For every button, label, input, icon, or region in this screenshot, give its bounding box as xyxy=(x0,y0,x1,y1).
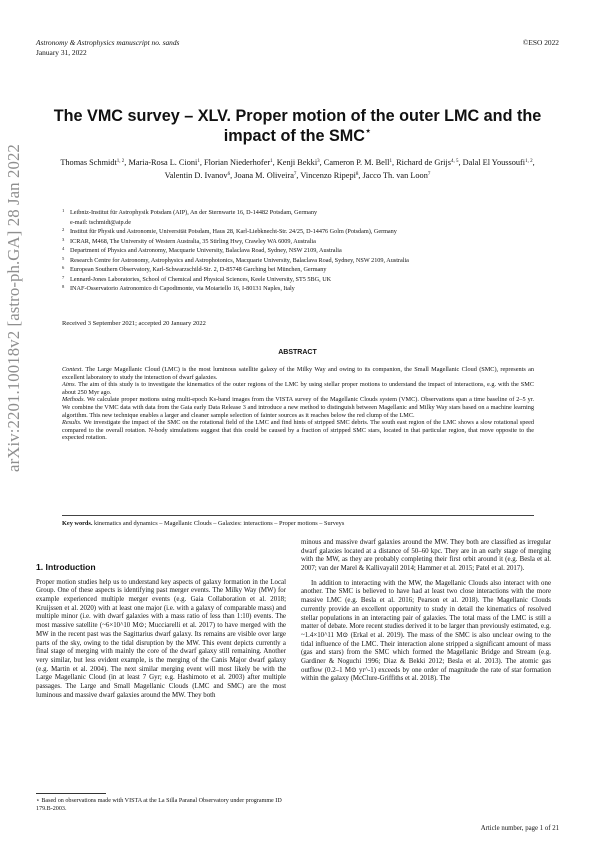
left-column xyxy=(36,563,286,782)
author xyxy=(396,158,458,167)
affiliation xyxy=(62,208,542,227)
affiliation-text: Leibniz-Institut für Astrophysik Potsdam (AIP), An der Sternwarte 16, D-14482 Potsdam, Germany xyxy=(70,209,318,216)
section-heading: 1. Introduction xyxy=(36,562,96,572)
author-affiliation-mark: 1, 2 xyxy=(116,159,125,164)
author-affiliation-mark: 4, 5 xyxy=(450,159,459,164)
affiliation-text: Lennard-Jones Laboratories, School of Chemical and Physical Sciences, Keele University, ST5 5BG, UK xyxy=(70,275,332,283)
affiliation xyxy=(62,284,542,294)
affiliation-number: 4 xyxy=(62,246,65,251)
body-paragraph: Proper motion studies help us to understand key aspects of galaxy formation in the Local Group. One of these aspects is identifying past merger events. The Milky Way (MW) for example experienced multiple merger events (e.g. Gaia Collaboration et al. 2018; Kruijssen et al. 2020) with at least one major (i.e. with a galaxy of comparable mass) and multiple minor (i.e. with dwarf galaxies with a mass ratio of less than 1:10) events. The most massive satellite (~6×10^10 M⊙; Mucciarelli et al. 2017) to have merged with the MW in the recent past was the Sagittarius dwarf galaxy. Its remains are visible over large parts of the sky, owing to the tidal disruption by the MW. This event depicts currently a final stage of merging with mainly the core of the dwarf galaxy still remaining. Another very similar, but less evident example, is the merging of the Canis Major dwarf galaxy (e.g. Martin et al. 2004). The next similar merging event will most likely be with the Large Magellanic Cloud (in at least 7 Gyr; e.g. Hashimoto et al. 2003) after multiple passages. The Large and Small Magellanic Clouds (LMC and SMC) are the most luminous and massive dwarf galaxies around the MW. They both xyxy=(36,578,286,699)
author-name: Thomas Schmidt xyxy=(60,158,117,167)
affiliation-text: INAF-Osservatorio Astronomico di Capodimonte, via Moiariello 16, I-80131 Naples, Italy xyxy=(70,285,295,292)
arxiv-stamp: arXiv:2201.10018v2 [astro-ph.GA] 28 Jan 2022 xyxy=(4,144,23,472)
author xyxy=(277,158,320,167)
abstract-paragraph xyxy=(62,396,534,419)
affiliation-number: 5 xyxy=(62,255,65,261)
article-number: Article number, page 1 of 21 xyxy=(480,825,559,832)
author-name: Maria-Rosa L. Cioni xyxy=(128,158,198,167)
body-paragraph: In addition to interacting with the MW, the Magellanic Clouds also interact with one another. The SMC is believed to have had at least two close interactions with the more massive LMC (e.g. Besla et al. 2016; Pearson et al. 2018). The Magellanic Clouds currently provide an excellent opportunity to study in detail the kinematics of resolved stellar populations in an interacting pair of galaxies. The total mass of the LMC is still a matter of debate. More recent studies derived it to be larger than previously estimated, e.g. ~1.4×10^11 M⊙ (Erkal et al. 2019). The mass of the SMC is also unclear owing to the tidal influence of the LMC. Their interaction alone stripped a significant amount of mass (gas and stars) from the SMC which formed the Magellanic Bridge and Stream (e.g. Gardiner & Noguchi 1996; Diaz & Bekki 2012; Besla et al. 2013). The atomic gas outflow (0.2–1 M⊙ yr^-1) exceeds by one order of magnitude the rate of star formation within the galaxy (McClure-Griffiths et al. 2018). The xyxy=(301,579,551,683)
footnote-star-icon: ⋆ xyxy=(364,126,372,137)
affiliation xyxy=(62,237,542,247)
abstract xyxy=(62,366,534,442)
abstract-text: The aim of this study is to investigate the kinematics of the outer regions of the LMC by using stellar proper motions to understand the impact of interactions, e.g. with the SMC about 250 Myr ago. xyxy=(62,381,534,396)
abstract-paragraph xyxy=(62,419,534,442)
author-affiliation-mark: 7 xyxy=(293,171,297,177)
body-paragraph: minous and massive dwarf galaxies around the MW. They both are classified as irregular dwarf galaxies located at a distance of 50–60 kpc. They are in an early stage of merging with the MW, as they are probably completing their first orbit around it (e.g. Besla et al. 2007; van der Marel & Kallivayalil 2014; Hammer et al. 2015; Patel et al. 2017). xyxy=(301,539,551,573)
abstract-text: We investigate the impact of the SMC on the rotational field of the LMC and find hints of stripped SMC debris. The south east region of the LMC shows a slow rotational speed compared to the overall rotation. N-body simulations suggest that this could be caused by a fraction of stripped SMC stars, located in that particular region, that move opposite to the expected rotation. xyxy=(62,419,534,442)
author xyxy=(234,171,296,180)
affiliation-number: 8 xyxy=(62,284,65,289)
affiliation xyxy=(62,265,542,275)
keywords xyxy=(62,520,534,527)
author-affiliation-mark: 6 xyxy=(227,171,231,177)
author xyxy=(463,158,533,167)
paper-title-text: The VMC survey – XLV. Proper motion of the outer LMC and the impact of the SMC xyxy=(53,107,542,145)
author-list: Thomas Schmidt$^{1, 2}$, Maria-Rosa L. Cioni$^1$, Florian Niederhofer$^1$, Kenji Bekki$^3$, Cameron P. M. Bell$^1$, Richard de Grijs$^{4, 5}$, Dalal El Youssoufi$^{1, 2}$, Valentin D. Ivanov$^6$, Joana M. Oliveira$^7$, Vincenzo Ripepi$^8$, Jacco Th. van Loon$^7$ xyxy=(60,158,535,180)
author-email: e-mail: tschmidt@aip.de xyxy=(70,218,132,226)
keywords-label: Key words. xyxy=(62,520,93,527)
abstract-heading: ABSTRACT xyxy=(278,349,317,356)
header-date: January 31, 2022 xyxy=(36,48,87,57)
author-name: Dalal El Youssoufi xyxy=(462,158,526,167)
author-name: Jacco Th. van Loon xyxy=(362,170,428,180)
abstract-paragraph xyxy=(62,366,534,381)
affiliation-number: 7 xyxy=(62,274,65,280)
running-header xyxy=(36,38,179,58)
author-affiliation-mark: 8 xyxy=(355,171,359,177)
affiliation-number: 1 xyxy=(62,208,65,213)
author xyxy=(363,171,431,180)
author xyxy=(300,171,358,180)
author-name: Richard de Grijs xyxy=(396,158,451,167)
author-affiliation-mark: 7 xyxy=(427,171,431,177)
author-affiliation-mark: 1 xyxy=(270,159,273,164)
affiliation-text: Department of Physics and Astronomy, Macquarie University, Balaclava Road, Sydney, NSW 2109, Australia xyxy=(70,247,342,254)
affiliation xyxy=(62,275,542,285)
author xyxy=(128,158,199,167)
author-name: Cameron P. M. Bell xyxy=(323,158,390,167)
affiliation-text: ICRAR, M468, The University of Western Australia, 35 Stirling Hwy, Crawley WA 6009, Australia xyxy=(70,237,316,245)
author-name: Kenji Bekki xyxy=(276,158,318,167)
affiliation-list xyxy=(62,208,542,294)
author-name: Vincenzo Ripepi xyxy=(300,170,356,180)
received-date: Received 3 September 2021; accepted 20 January 2022 xyxy=(62,320,206,327)
author xyxy=(165,171,230,180)
abstract-label: Methods. xyxy=(62,396,88,404)
abstract-paragraph xyxy=(62,381,534,396)
affiliation xyxy=(62,246,542,256)
author-name: Florian Niederhofer xyxy=(204,158,271,167)
affiliation-text: Institut für Physik und Astronomie, Universität Potsdam, Haus 28, Karl-Liebknecht-Str. 24/25, D-14476 Golm (Potsdam), Germany xyxy=(70,228,397,235)
abstract-text: The Large Magellanic Cloud (LMC) is the most luminous satellite galaxy of the Milky Way and owing to its companion, the Small Magellanic Cloud (SMC), represents an excellent laboratory to study the interaction of dwarf galaxies. xyxy=(62,366,534,381)
copyright-notice: ©ESO 2022 xyxy=(522,38,559,47)
paper-title xyxy=(44,106,551,146)
abstract-label: Results. xyxy=(62,419,84,427)
author-affiliation-mark: 1, 2 xyxy=(525,159,533,164)
affiliation-text: European Southern Observatory, Karl-Schwarzschild-Str. 2, D-85748 Garching bei München, Germany xyxy=(70,266,327,273)
author xyxy=(60,158,124,167)
author xyxy=(324,158,392,167)
abstract-label: Context. xyxy=(62,366,86,373)
author-name: Valentin D. Ivanov xyxy=(164,170,228,180)
right-column xyxy=(301,539,551,784)
author xyxy=(204,158,273,167)
footnote: ⋆ Based on observations made with VISTA at the La Silla Paranal Observatory under programme ID 179.B-2003. xyxy=(36,798,282,812)
affiliation-text: Research Centre for Astronomy, Astrophysics and Astrophotonics, Macquarie University, Balaclava Road, Sydney, NSW 2109, Australia xyxy=(70,256,409,264)
abstract-divider xyxy=(62,515,534,516)
author-name: Joana M. Oliveira xyxy=(234,170,294,180)
author-affiliation-mark: 1 xyxy=(197,159,200,164)
journal-name: Astronomy & Astrophysics manuscript no. sands xyxy=(36,38,180,47)
keywords-text: kinematics and dynamics – Magellanic Clouds – Galaxies: interactions – Proper motions – Surveys xyxy=(94,520,345,527)
abstract-label: Aims. xyxy=(62,381,79,389)
affiliation xyxy=(62,256,542,266)
affiliation-number: 6 xyxy=(62,265,65,270)
affiliation xyxy=(62,227,542,237)
author-affiliation-mark: 1 xyxy=(389,159,392,164)
abstract-text: We calculate proper motions using multi-epoch Ks-band images from the VISTA survey of the Magellanic Clouds system (VMC). Observations span a time baseline of 2–5 yr. We combine the VMC data with data from the Gaia early Data Release 3 and introduce a new method to distinguish between Magellanic and Milky Way stars based on a machine learning algorithm. This new technique enables a larger and cleaner sample selection of fainter sources as it reaches below the red clump of the LMC. xyxy=(62,396,535,419)
affiliation-number: 3 xyxy=(62,236,65,242)
affiliation-number: 2 xyxy=(62,227,65,232)
author-affiliation-mark: 3 xyxy=(317,159,320,164)
footnote-divider xyxy=(36,793,106,794)
